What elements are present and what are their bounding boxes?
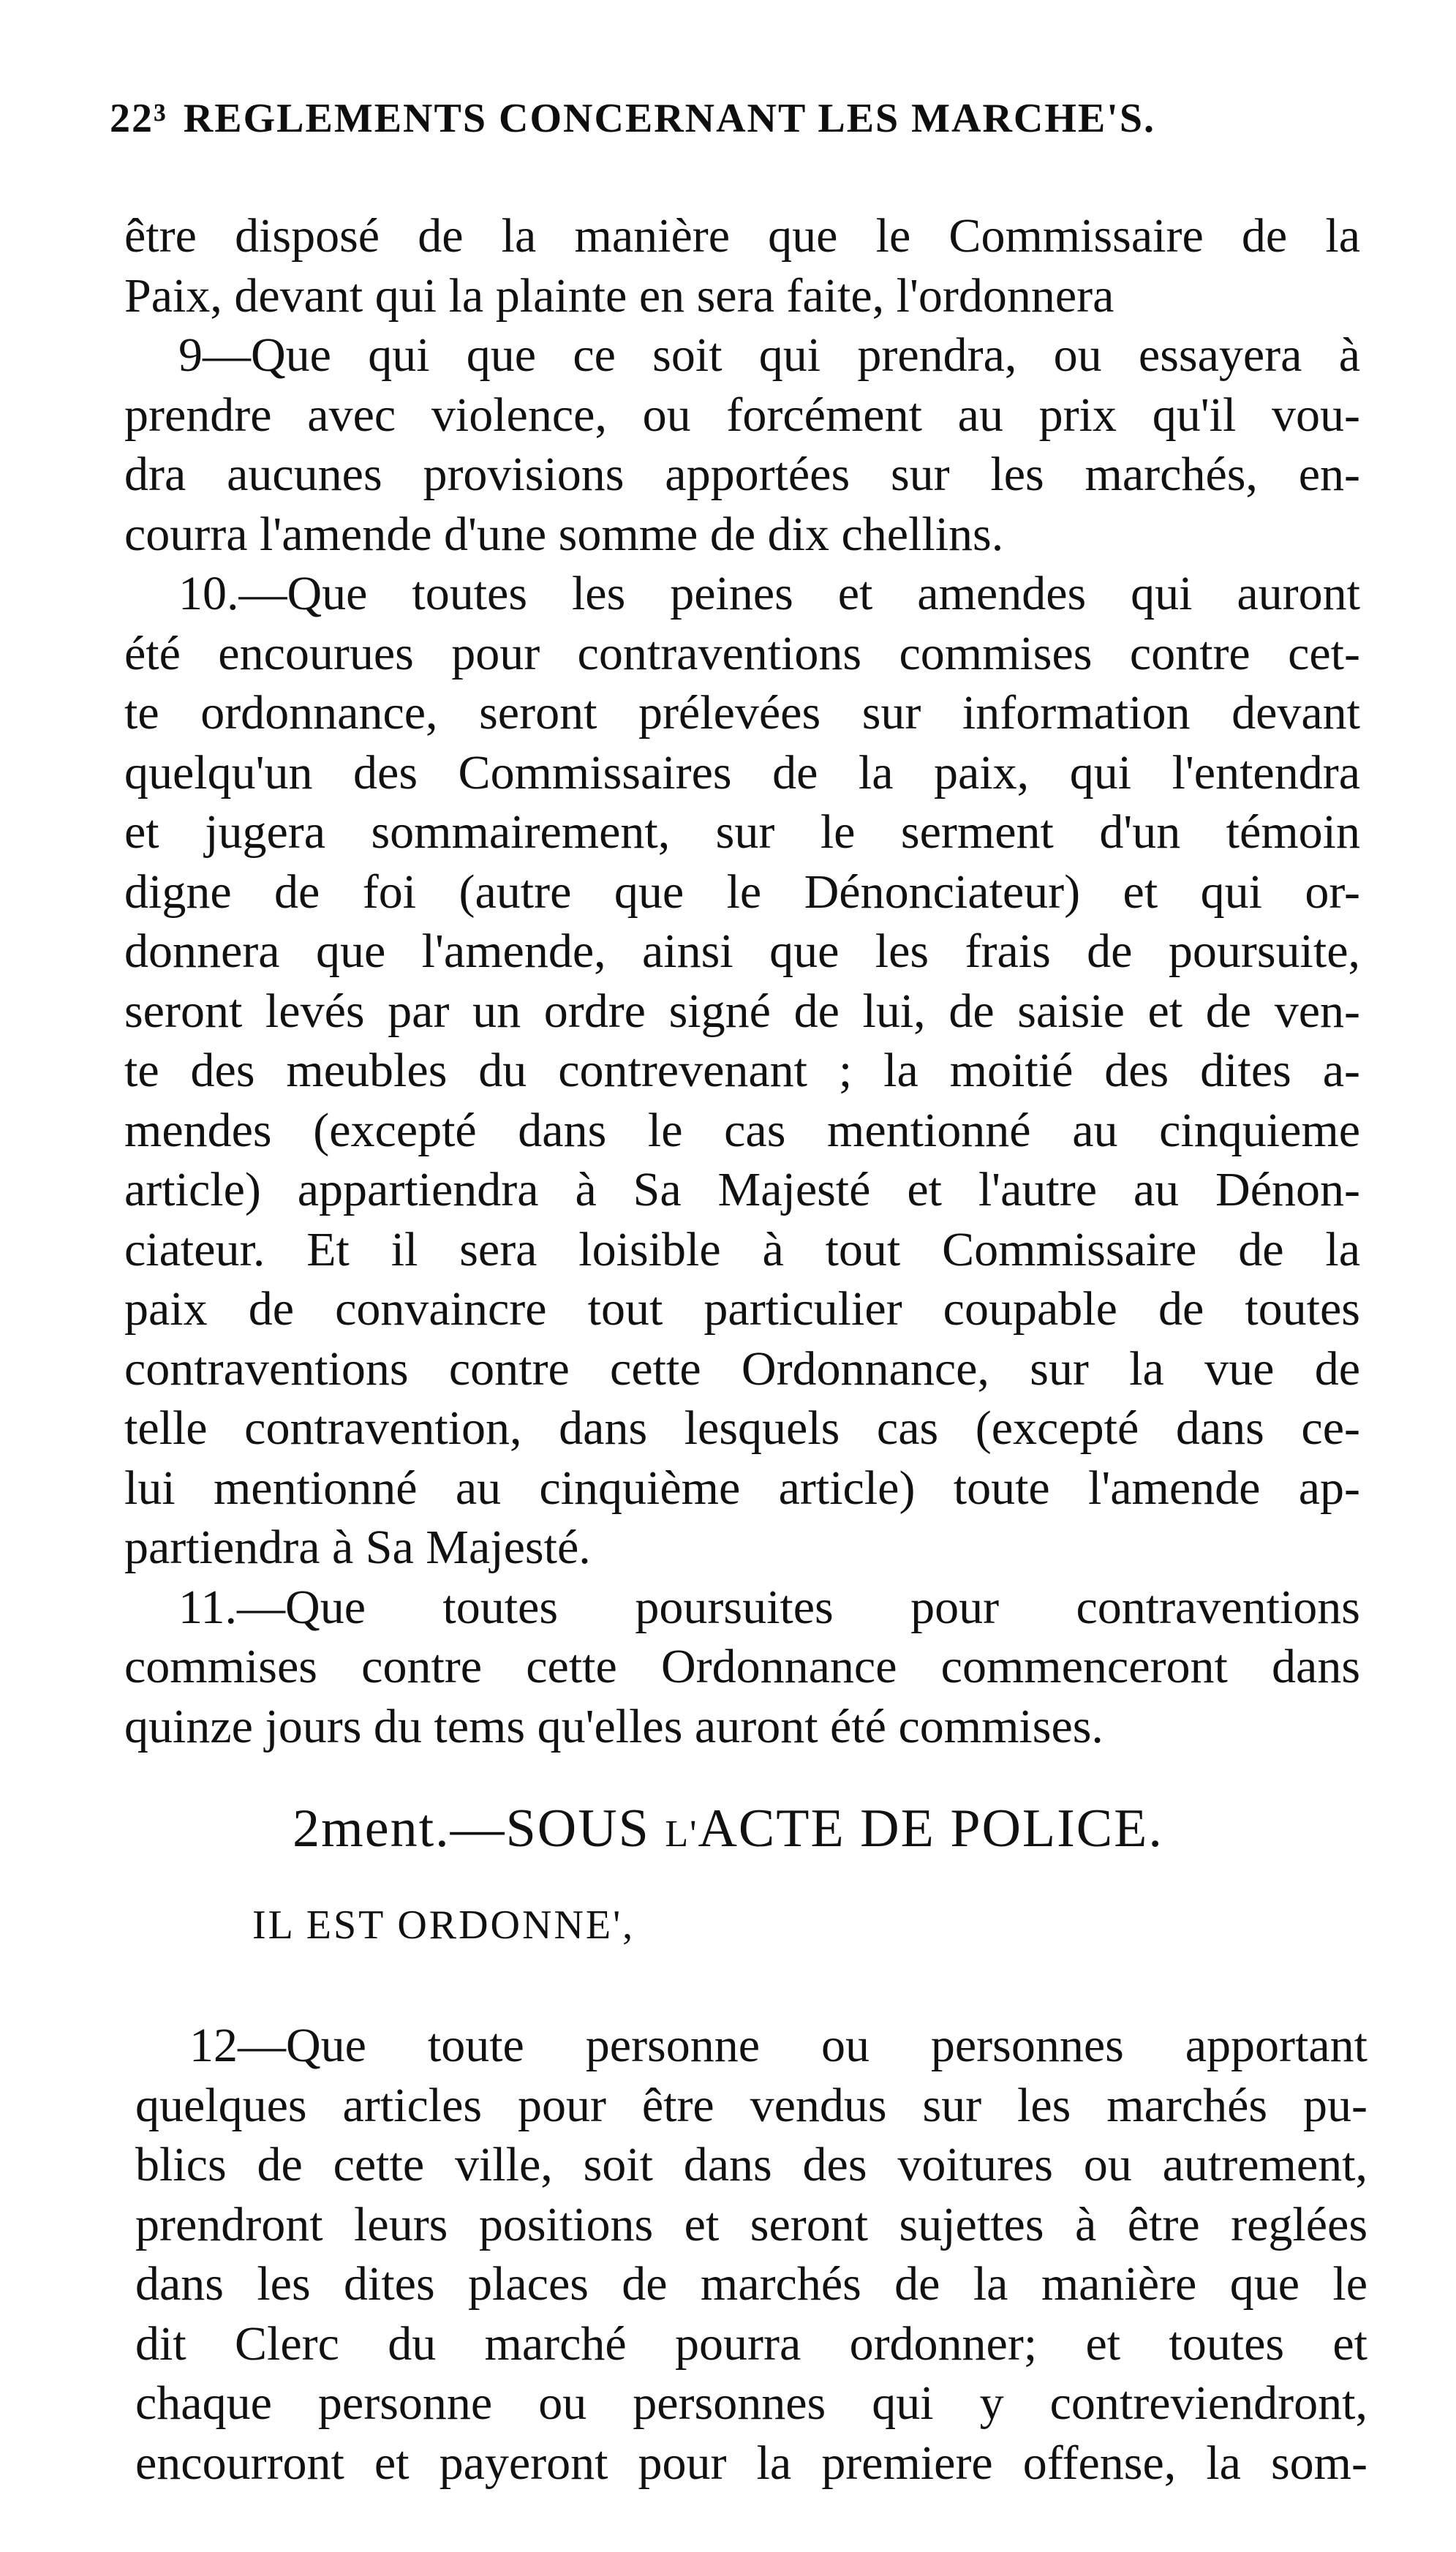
text-line: lui mentionné au cinquième article) toute l'amende ap- — [124, 1461, 1360, 1515]
section-prefix: 2ment.—SOUS — [293, 1799, 650, 1859]
text-line: dit Clerc du marché pourra ordonner; et toutes et — [135, 2316, 1368, 2371]
text-line: telle contravention, dans lesquels cas (excepté dans ce- — [124, 1401, 1360, 1455]
ordonne-heading: IL EST ORDONNE', — [252, 1902, 635, 1948]
text-line: être disposé de la manière que le Commissaire de la — [124, 209, 1360, 263]
page-number: 22³ — [110, 96, 167, 141]
text-line: seront levés par un ordre signé de lui, de saisie et de ven- — [124, 984, 1360, 1038]
text-line: te ordonnance, seront prélevées sur information devant — [124, 686, 1360, 739]
text-line: quinze jours du tems qu'elles auront été commises. — [124, 1699, 1104, 1753]
text-line: prendront leurs positions et seront sujettes à être reglées — [135, 2197, 1368, 2251]
running-title: REGLEMENTS CONCERNANT LES MARCHE'S. — [183, 96, 1155, 141]
text-line: courra l'amende d'une somme de dix chellins. — [124, 507, 1004, 561]
body-text-upper — [124, 206, 1360, 1756]
section-article: L' — [665, 1813, 698, 1855]
text-line: encourront et payeront pour la premiere offense, la som- — [135, 2436, 1368, 2490]
text-line: 11.—Que toutes poursuites pour contraventions — [178, 1580, 1360, 1634]
text-line: partiendra à Sa Majesté. — [124, 1521, 591, 1574]
section-title: ACTE DE POLICE. — [698, 1799, 1163, 1859]
text-line: 12—Que toute personne ou personnes apportant — [189, 2019, 1368, 2072]
text-line: dra aucunes provisions apportées sur les marchés, en- — [124, 448, 1360, 501]
text-line: commises contre cette Ordonnance commenceront dans — [124, 1640, 1360, 1693]
text-line: mendes (excepté dans le cas mentionné au cinquieme — [124, 1103, 1360, 1157]
text-line: blics de cette ville, soit dans des voitures ou autrement, — [135, 2138, 1368, 2191]
article-9 — [124, 325, 1360, 564]
text-line: été encourues pour contraventions commises contre cet- — [124, 626, 1360, 680]
section-heading — [0, 1798, 1456, 1860]
text-line: Paix, devant qui la plainte en sera faite, l'ordonnera — [124, 268, 1114, 323]
text-line: 10.—Que toutes les peines et amendes qui auront — [178, 567, 1360, 620]
text-line: dans les dites places de marchés de la manière que le — [135, 2257, 1368, 2311]
text-line: article) appartiendra à Sa Majesté et l'autre au Dénon- — [124, 1163, 1360, 1216]
text-line: contraventions contre cette Ordonnance, sur la vue de — [124, 1341, 1360, 1396]
text-line: ciateur. Et il sera loisible à tout Commissaire de la — [124, 1222, 1360, 1276]
text-line: et jugera sommairement, sur le serment d'un témoin — [124, 805, 1360, 859]
article-10 — [124, 564, 1360, 1578]
text-line: te des meubles du contrevenant ; la moitié des dites a- — [124, 1044, 1360, 1097]
text-line: chaque personne ou personnes qui y contreviendront, — [135, 2376, 1368, 2430]
text-line: paix de convaincre tout particulier coupable de toutes — [124, 1282, 1360, 1336]
text-line: digne de foi (autre que le Dénonciateur) et qui or- — [124, 865, 1360, 919]
article-12 — [135, 2016, 1368, 2493]
text-line: prendre avec violence, ou forcément au prix qu'il vou- — [124, 388, 1360, 442]
text-line: 9—Que qui que ce soit qui prendra, ou essayera à — [178, 328, 1360, 382]
article-11 — [124, 1578, 1360, 1757]
text-block-continuation — [124, 206, 1360, 325]
text-line: quelqu'un des Commissaires de la paix, qui l'entendra — [124, 745, 1360, 799]
text-line: quelques articles pour être vendus sur les marchés pu- — [135, 2078, 1368, 2132]
text-line: donnera que l'amende, ainsi que les frais de poursuite, — [124, 925, 1360, 978]
running-header — [110, 95, 1155, 142]
body-text-lower — [135, 1968, 1368, 2541]
